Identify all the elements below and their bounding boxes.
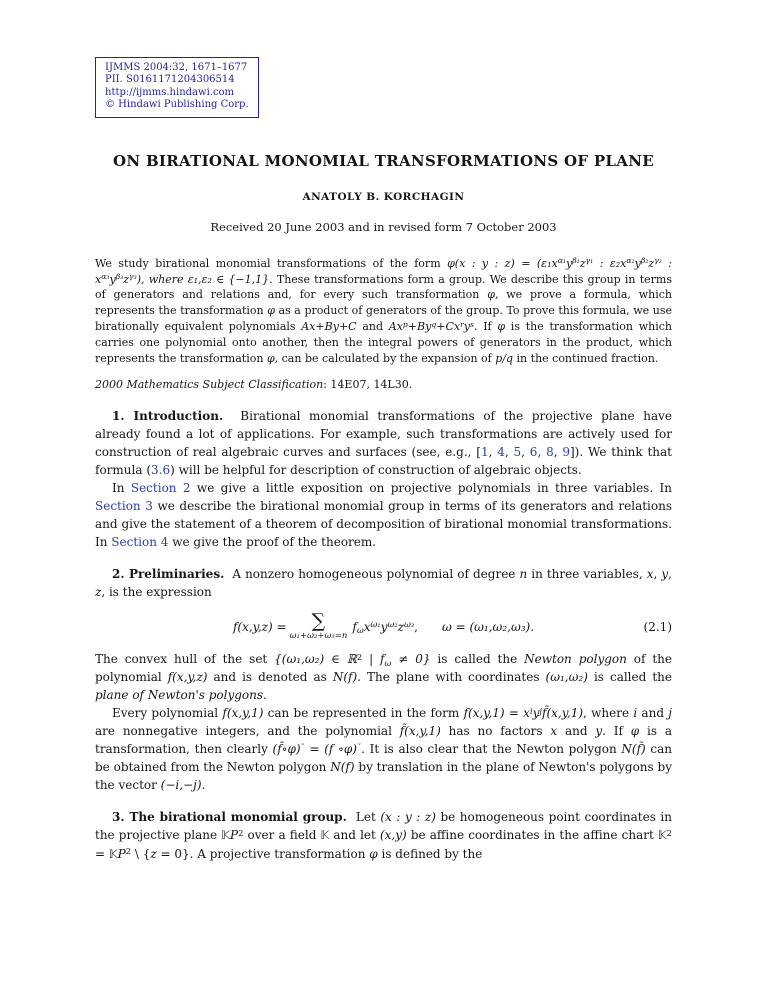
equation-condition <box>442 620 534 634</box>
text-segment: P <box>117 846 126 861</box>
text-segment: is defined by the <box>377 846 483 861</box>
text-segment: (−i,−j) <box>160 778 202 793</box>
text-segment: y <box>532 706 540 721</box>
text-segment: f(x,y,1) = x <box>463 706 530 721</box>
equation-rhs <box>352 620 418 634</box>
text-segment: f(x,y,1) <box>222 706 264 721</box>
summation <box>290 612 348 641</box>
text-segment: Birational monomial transformations of the projective plane have already found a lot of applications. For example, such transformations are actively used for construction of real algebraic curves and surfaces (see, e.g., [ <box>95 409 672 460</box>
text-segment: 3. The birational monomial group. <box>112 810 347 825</box>
text-segment: z <box>579 256 586 270</box>
reference-link[interactable]: Section 3 <box>95 499 153 514</box>
abstract-text <box>95 256 672 368</box>
text-segment: and let <box>329 828 380 843</box>
text-segment: as a product of generators of the group. To prove this formula, we use birationally equivalent polynomials <box>95 304 672 334</box>
equation-body <box>233 612 534 641</box>
text-segment: y <box>463 320 471 334</box>
text-segment: . If <box>473 320 498 334</box>
text-segment: , can be calculated by the expansion of <box>274 352 496 366</box>
text-segment: and <box>557 724 596 739</box>
text-segment: 2 <box>238 827 244 838</box>
text-segment: , where <box>583 706 634 721</box>
text-segment: y <box>661 567 669 582</box>
text-segment: +Cx <box>436 320 461 334</box>
text-segment: A nonzero homogeneous polynomial of degree <box>224 567 520 582</box>
text-segment: be affine coordinates in the affine chart <box>406 828 658 843</box>
text-segment: ), where ε₁,ε₂ ∈ {−1,1} <box>136 272 270 286</box>
text-segment: {(ω₁,ω₂) ∈ ℝ <box>274 652 357 667</box>
text-segment: = 0}. A projective transformation <box>156 846 370 861</box>
text-segment: N(f) <box>332 670 358 685</box>
text-segment: φ <box>267 304 275 318</box>
text-segment: z <box>397 619 404 634</box>
text-segment: N(f̃) <box>621 742 646 757</box>
text-segment: β₂ <box>640 256 649 266</box>
reference-link[interactable]: 9 <box>562 445 570 460</box>
text-segment: ]). We think that formula ( <box>95 445 672 478</box>
text-segment: 1. Introduction. <box>112 409 224 424</box>
text-segment: 𝕂 <box>221 828 230 843</box>
text-segment: f̃(x,y,1) <box>542 706 584 721</box>
text-segment: : 14E07, 14L30. <box>323 378 413 392</box>
text-segment: ω₃ <box>403 618 415 629</box>
text-segment: (f̃∘φ) <box>272 742 301 757</box>
text-segment: y <box>565 256 573 270</box>
text-segment: ω₂ <box>387 618 398 629</box>
text-segment: ) will be helpful for description of construction of algebraic objects. <box>170 463 582 478</box>
text-segment: (x : y : z) <box>380 810 436 825</box>
text-segment: β₁ <box>572 256 580 266</box>
text-segment: . <box>201 778 206 793</box>
text-segment: \ { <box>131 846 151 861</box>
text-segment: , <box>668 567 672 582</box>
text-segment: (f ∘φ) <box>324 742 357 757</box>
text-segment: y <box>634 256 641 270</box>
text-segment: The convex hull of the set <box>95 652 275 667</box>
preliminaries-paragraph-3 <box>95 704 672 794</box>
text-segment: 𝕂 <box>108 846 118 861</box>
equation-number: (2.1) <box>643 619 672 634</box>
text-segment: is called the <box>587 670 672 685</box>
text-segment: can be represented in the form <box>263 706 464 721</box>
text-segment: ˜ <box>300 741 305 752</box>
text-segment: 𝕂 <box>657 828 667 843</box>
intro-paragraph-1 <box>95 407 672 479</box>
text-segment: z <box>123 272 130 286</box>
text-segment: . It is also clear that the Newton polygon <box>361 742 622 757</box>
text-segment: We study birational monomial transformations of the form <box>95 256 448 270</box>
text-segment: n <box>519 567 528 582</box>
text-segment: . The plane with coordinates <box>357 670 546 685</box>
text-segment: plane of Newton's polygons <box>95 688 264 703</box>
text-segment: z <box>150 846 157 861</box>
text-segment: z <box>95 585 102 600</box>
text-segment: In <box>112 481 131 496</box>
text-segment: f(x,y,z) = <box>232 619 287 634</box>
text-segment: s <box>470 319 474 329</box>
group-section-paragraph-1 <box>95 808 672 863</box>
text-segment: φ <box>487 288 495 302</box>
reference-link[interactable]: 3.6 <box>151 463 171 478</box>
reference-link[interactable]: 4 <box>497 445 505 460</box>
author-name: ANATOLY B. KORCHAGIN <box>302 190 465 203</box>
text-segment: γ₂ <box>654 256 662 266</box>
text-segment: 2 <box>666 827 672 838</box>
text-segment: ≠ 0} <box>391 652 431 667</box>
text-segment: . <box>263 688 267 703</box>
text-segment: y <box>109 272 116 286</box>
text-segment: φ <box>266 352 275 366</box>
pii-line: PII. S0161171204306514 <box>105 74 235 86</box>
text-segment: , <box>504 445 514 460</box>
text-segment: φ <box>369 846 378 861</box>
equation-2-1 <box>95 612 672 641</box>
text-segment: φ(x : y : z) = (ε₁x <box>447 256 558 270</box>
text-segment: = <box>304 742 325 757</box>
text-segment: p <box>402 319 408 329</box>
text-segment: φ <box>497 320 506 334</box>
text-segment: z <box>648 256 655 270</box>
text-segment: φ <box>630 724 640 739</box>
text-segment: we give a little exposition on projective polynomials in three variables. In <box>190 481 673 496</box>
text-segment: is the transformation which carries one polynomial onto another, then the integral powers of generators in the product, which represents the transformation <box>95 320 673 366</box>
text-segment: f̃(x,y,1) <box>399 724 441 739</box>
preliminaries-paragraph-2 <box>95 650 672 704</box>
text-segment: . If <box>602 724 631 739</box>
text-segment: by translation in the plane of Newton's polygons by the vector <box>95 760 672 793</box>
text-segment: γ₁ <box>585 256 594 266</box>
text-segment: i <box>633 706 638 721</box>
text-segment: r <box>460 319 464 329</box>
text-segment: can be obtained from the Newton polygon <box>95 742 673 775</box>
reference-link[interactable]: 5 <box>513 445 522 460</box>
text-segment: x <box>363 619 371 634</box>
text-segment: of the polynomial <box>95 652 672 685</box>
text-segment: P <box>230 828 239 843</box>
text-segment: Newton polygon <box>524 652 627 667</box>
text-segment: (ω₁,ω₂) <box>545 670 588 685</box>
text-segment: α₂ <box>626 256 635 266</box>
text-segment: , <box>553 445 563 460</box>
intro-paragraph-2 <box>95 479 672 551</box>
text-segment: , <box>488 445 498 460</box>
reference-link[interactable]: Section 4 <box>111 535 169 550</box>
text-segment: x <box>550 724 558 739</box>
text-segment: x <box>646 567 654 582</box>
text-segment: over a field <box>243 828 321 843</box>
text-segment: β₃ <box>115 272 124 282</box>
text-segment: , <box>414 619 418 634</box>
text-segment: Ax <box>388 320 403 334</box>
reference-link[interactable]: 6 <box>529 445 538 460</box>
text-segment: y <box>380 619 388 634</box>
summation-limits <box>290 632 348 641</box>
text-segment: | f <box>362 652 385 667</box>
journal-url-link[interactable]: http://ijmms.hindawi.com <box>105 86 235 98</box>
text-segment: +By <box>407 320 432 334</box>
journal-issue-line: IJMMS 2004:32, 1671–1677 <box>105 62 248 73</box>
text-segment: and is denoted as <box>207 670 333 685</box>
text-segment: 2 <box>356 651 363 662</box>
text-segment: are nonnegative integers, and the polynomial <box>95 724 400 739</box>
text-segment: , is the expression <box>101 585 212 600</box>
preliminaries-paragraph-1 <box>95 565 672 601</box>
text-segment: ω <box>384 657 392 668</box>
text-segment: ˜ <box>356 741 362 752</box>
text-segment: 2 <box>125 846 132 857</box>
reference-link[interactable]: Section 2 <box>130 481 191 496</box>
text-segment: , <box>521 445 530 460</box>
text-segment: Every polynomial <box>112 706 223 721</box>
text-segment: and <box>637 706 669 721</box>
text-segment: is called the <box>430 652 525 667</box>
text-segment: we describe the birational monomial group in terms of its generators and relations and give the statement of a theorem of decomposition of birational monomial transformations. In <box>95 499 673 550</box>
text-segment: ω₁ <box>370 618 381 629</box>
text-segment: p/q <box>495 352 514 366</box>
text-segment: 2. Preliminaries. <box>112 567 225 582</box>
text-segment: f(x,y,z) <box>167 670 208 685</box>
text-segment: and <box>356 320 389 334</box>
text-segment: : ε₂x <box>593 256 627 270</box>
text-segment: in three variables, <box>527 567 647 582</box>
text-segment: : x <box>95 256 673 286</box>
received-line: Received 20 June 2003 and in revised form 7 October 2003 <box>210 219 557 234</box>
msc-line <box>95 377 672 393</box>
text-segment: j <box>668 706 672 721</box>
journal-header-box <box>95 57 259 118</box>
copyright-line: © Hindawi Publishing Corp. <box>105 99 249 111</box>
text-segment: N(f) <box>330 760 355 775</box>
text-segment: Let <box>346 810 381 825</box>
text-segment: f <box>352 619 357 634</box>
text-segment: ω₁+ω₂+ω₃=n <box>289 631 348 642</box>
text-segment: i <box>529 705 533 716</box>
text-segment: (x,y) <box>379 828 407 843</box>
reference-link[interactable]: 1 <box>480 445 489 460</box>
text-segment: α₃ <box>101 272 110 282</box>
text-segment: Ax+By+C <box>301 320 357 334</box>
sigma-symbol: ∑ <box>311 610 326 633</box>
text-segment: is a transformation, then clearly <box>95 724 673 757</box>
text-segment: ω <box>356 625 364 636</box>
text-segment: has no factors <box>440 724 551 739</box>
text-segment: y <box>595 724 603 739</box>
text-segment: ω = (ω₁,ω₂,ω₃). <box>441 619 535 634</box>
text-segment: , we prove a formula, which represents the transformation <box>95 288 672 318</box>
text-segment: α₁ <box>557 256 566 266</box>
text-segment: 2000 Mathematics Subject Classification <box>95 378 324 392</box>
text-segment: . These transformations form a group. We describe this group in terms of generators and relations and, for every such transformation <box>95 272 673 302</box>
reference-link[interactable]: 8 <box>546 445 554 460</box>
text-segment: = <box>95 846 109 861</box>
text-segment: we give the proof of the theorem. <box>168 535 377 550</box>
text-segment: in the continued fraction. <box>513 352 659 366</box>
text-segment: q <box>431 319 437 329</box>
text-segment: , <box>653 567 662 582</box>
paper-title: ON BIRATIONAL MONOMIAL TRANSFORMATIONS OF PLANE <box>113 151 654 170</box>
text-segment: be homogeneous point coordinates in the projective plane <box>95 810 672 843</box>
text-segment: j <box>539 705 543 716</box>
text-segment: γ₃ <box>129 272 137 282</box>
text-segment: , <box>537 445 547 460</box>
text-segment: 𝕂 <box>320 828 330 843</box>
equation-lhs <box>233 620 287 634</box>
